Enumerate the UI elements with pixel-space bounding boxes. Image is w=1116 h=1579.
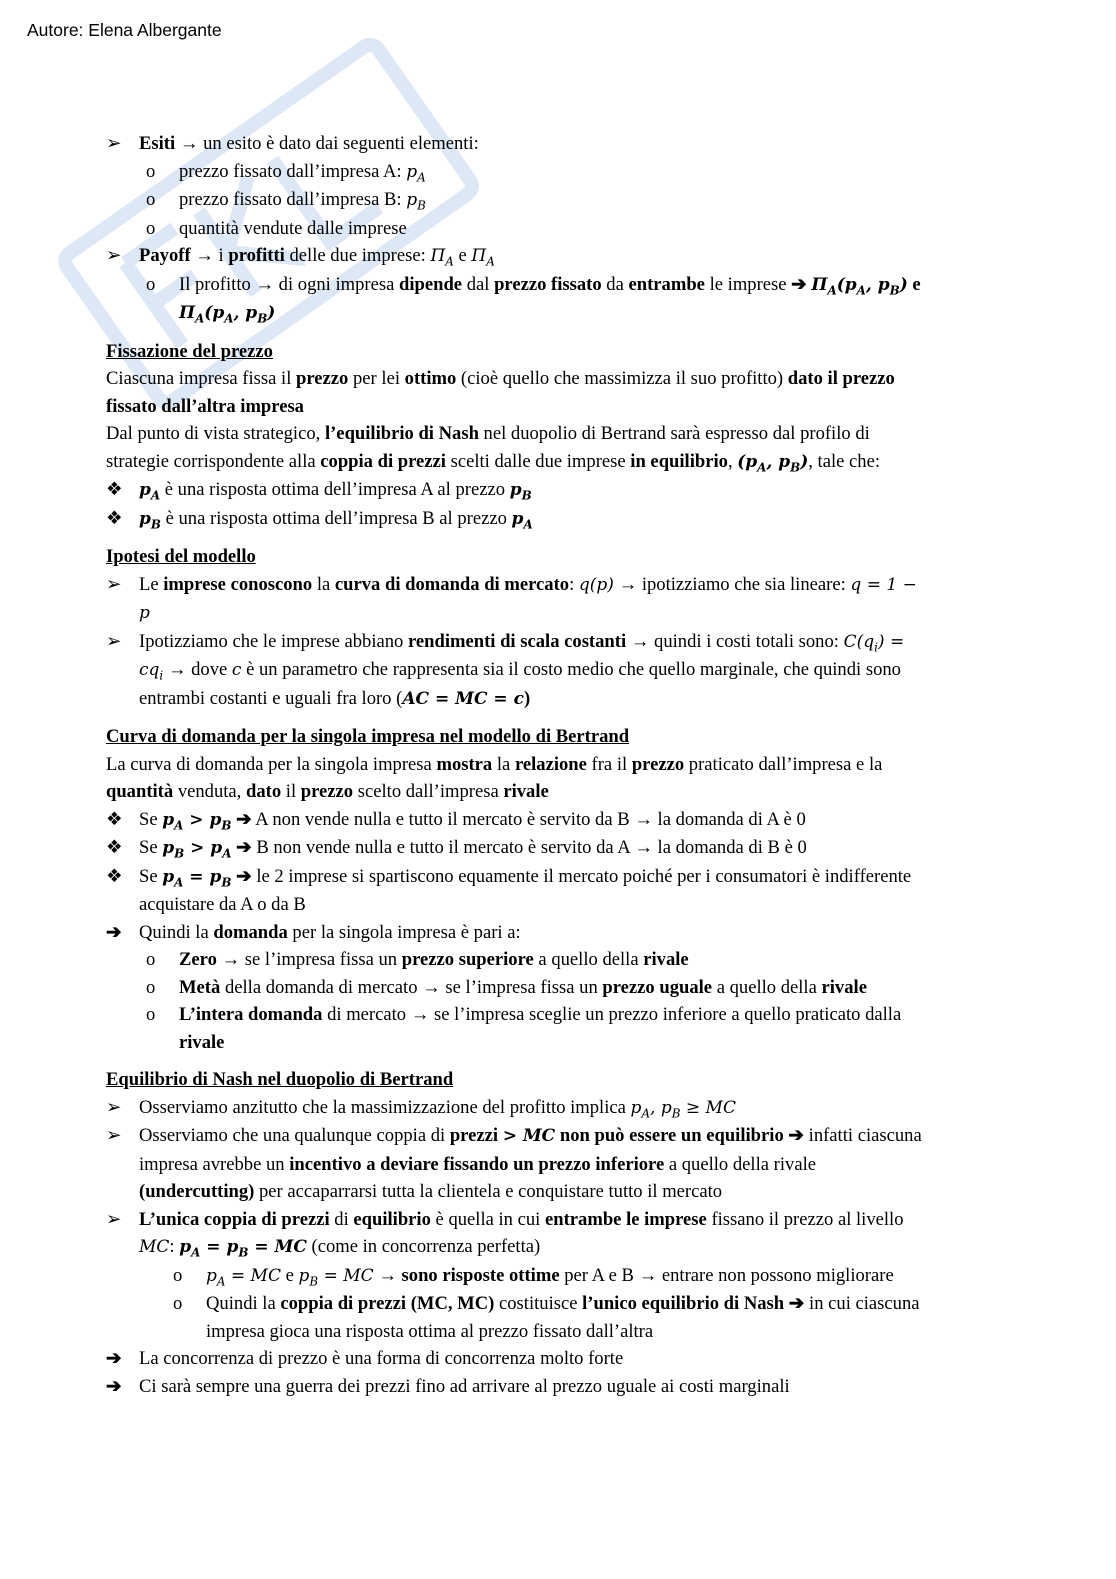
equilibrio-bold: incentivo a deviare fissando un prezzo inferiore [289,1153,665,1175]
option-text: se l’impresa fissa un [440,976,603,998]
ipotesi-text: Le [139,573,164,595]
math-pi-a-func: $\Pi_A(p_A$, $p_B$) [811,274,908,297]
diamond-item-cont [106,891,1006,919]
arrowhead-bullet-icon: ➢ [106,1096,122,1118]
esiti-sub-text: prezzo fissato dall’impresa A: [179,160,407,182]
math-gt-mc: > MC [502,1126,556,1146]
arrow-icon: → [410,1004,430,1025]
equilibrio-text: Osserviamo anzitutto che la massimizzazione del profitto implica [139,1096,631,1118]
equilibrio-text: di [329,1208,354,1230]
paragraph-bold: prezzo [296,368,349,389]
equilibrio-sub-bold: coppia di prezzi (MC, MC) [280,1293,495,1314]
ipotesi-item-cont [106,599,1006,628]
math-pa-eq-pb-eq-mc: $p_A = p_B$ = MC [179,1237,307,1260]
math-pa: $p_A$ [406,161,426,184]
option-bold: rivale [643,949,689,970]
demand-option-cont [106,1029,1006,1057]
case-text: le 2 imprese si spartiscono equamente il mercato poiché per i consumatori è indifferente [251,865,912,887]
diamond-text: è una risposta ottima dell’impresa A al prezzo [160,479,510,500]
arrow-icon: → [630,630,650,652]
esiti-intro: un esito è dato dai seguenti elementi: [198,133,479,154]
esiti-sub-item [106,186,1006,215]
case-text: acquistare da A o da B [139,894,306,915]
math-pb: $p_B$ [406,190,426,213]
equilibrio-text: infatti ciascuna [804,1125,922,1146]
arrowhead-bullet-icon: ➢ [106,133,122,154]
paragraph-text: la [492,753,515,775]
bold-arrow-item [106,919,1006,947]
arrow-icon: → [634,837,653,858]
esiti-sub-item [106,215,1006,243]
ipotesi-text: è un parametro che rappresenta sia il costo medio che quello marginale, che quindi sono [241,659,901,680]
math-pi-a: $\Pi_A$ [430,246,454,269]
payoff-sub-bold: dipende [399,273,463,295]
paragraph-line [106,420,1006,448]
equilibrio-bold: equilibrio [353,1208,431,1230]
heading-fissazione: Fissazione del prezzo [106,340,273,362]
paragraph-text: scelto dall’impresa [353,781,504,802]
paragraph-bold: dato [245,781,282,802]
case-text: A non vende nulla e tutto il mercato è servito da B [251,808,635,830]
bold-arrow-icon: ➔ [236,808,252,830]
paragraph-bold: coppia di prezzi [320,450,446,472]
arrow-icon: → [638,1264,658,1286]
quindi-bold: domanda [213,921,288,943]
paragraph-text: , tale che: [808,450,881,472]
arrowhead-bullet-icon: ➢ [106,1125,122,1146]
paragraph-text: strategie corrispondente alla [106,450,321,472]
paragraph-line [106,365,1006,393]
equilibrio-item [106,1122,1006,1151]
diamond-item [106,834,1006,863]
case-text: B non vende nulla e tutto il mercato è servito da A [251,837,635,858]
diamond-bullet-icon: ❖ [106,865,123,887]
payoff-sub-text: le imprese [704,273,792,295]
option-bold: L’intera domanda [179,1004,323,1025]
equilibrio-sub-text: e [280,1264,299,1286]
case-label: Se [139,865,163,887]
math-cost: $C(q_i)$ = [843,631,905,654]
paragraph-text: La curva di domanda per la singola impresa [106,753,437,775]
equilibrio-text: a quello della rivale [664,1153,816,1175]
equilibrio-sub-text: entrare non possono migliorare [657,1264,894,1286]
paragraph-bold: mostra [436,753,493,775]
math-p: p [139,603,150,623]
equilibrio-sub-item [106,1290,1006,1318]
paragraph-bold: relazione [514,753,587,775]
esiti-sub-text: prezzo fissato dall’impresa B: [179,189,407,210]
math-cqi: $cq_i$ [139,660,164,683]
ipotesi-bold: imprese conoscono [163,573,313,595]
equilibrio-sub-text: in cui ciascuna [804,1293,920,1314]
equilibrio-text: Osserviamo che una qualunque coppia di [139,1125,450,1146]
arrow-icon: → [634,808,653,830]
circle-bullet-icon: o [146,273,156,295]
arrow-icon: → [378,1264,397,1286]
circle-bullet-icon: o [173,1264,183,1286]
payoff-sub-text: di ogni impresa [274,273,400,295]
diamond-bullet-icon: ❖ [106,837,123,858]
paragraph-text: fra il [586,753,632,775]
option-text: se l’impresa sceglie un prezzo inferiore a quello praticato dalla [429,1004,902,1025]
payoff-title: Payoff [139,245,191,266]
math-pi-a: $\Pi_A$ [471,246,495,269]
arrow-icon: → [422,976,441,998]
math-pb-gt-pa: $p_B > p_A$ [162,838,232,861]
equilibrio-item [106,1094,1006,1123]
math-c: c [231,660,242,680]
equilibrio-sub-item-cont [106,1318,1006,1346]
paragraph-bold: prezzo [300,781,354,802]
option-bold: Metà [179,976,221,998]
heading-curva: Curva di domanda per la singola impresa nel modello di Bertrand [106,726,630,747]
math-pa: $p_A$ [139,480,161,503]
document-body [106,130,1006,1400]
paragraph-bold: dato il prezzo [787,368,895,389]
heading-ipotesi: Ipotesi del modello [106,546,256,567]
circle-bullet-icon: o [146,189,156,210]
paragraph-text: Ciascuna impresa fissa il [106,368,297,389]
arrow-icon: → [255,273,275,295]
diamond-bullet-icon: ❖ [106,808,123,830]
math-pi-a-func: $\Pi_A(p_A$, $p_B$) [179,303,276,326]
case-text: la domanda di B è 0 [652,837,807,858]
ipotesi-item-cont [106,656,1006,685]
equilibrio-sub-item [106,1262,1006,1291]
diamond-item [106,505,1006,534]
paragraph-bold: ottimo [404,368,457,389]
conclusion-text: La concorrenza di prezzo è una forma di concorrenza molto forte [139,1348,624,1369]
equilibrio-text: impresa avrebbe un [139,1153,290,1175]
payoff-sub-text: dal [462,273,495,295]
math-mc: MC [139,1237,170,1257]
math-pa-eq-pb: $p_A = p_B$ [162,866,232,889]
equilibrio-sub-text: costituisce [494,1293,583,1314]
payoff-text: delle due imprese: [284,245,431,266]
paragraph-bold: in equilibrio [630,450,728,472]
option-bold: Zero [179,949,217,970]
payoff-conj: e [453,245,472,266]
arrowhead-bullet-icon: ➢ [106,245,122,266]
equilibrio-sub-text: Quindi la [206,1293,281,1314]
equilibrio-item-cont: MC: $p_A = p_B$ = MC (come in concorrenza perfetta) [139,1236,541,1260]
payoff-item [106,242,1006,271]
option-text: se l’impresa fissa un [240,949,402,970]
math-pa: $p_A$ [511,508,533,531]
ipotesi-text: entrambi costanti e uguali fra loro ( [139,687,403,709]
equilibrio-item [106,1206,1006,1234]
math-ac-mc: AC = MC = c [402,688,524,709]
paragraph-bold: quantità [106,781,174,802]
esiti-title: Esiti [139,133,176,154]
diamond-item [106,806,1006,835]
arrowhead-bullet-icon: ➢ [106,1208,122,1230]
quindi-text: Quindi la [139,921,214,943]
payoff-sub-bold: e [907,273,921,295]
ipotesi-bold: rendimenti di scala costanti [407,630,627,652]
payoff-text: i [213,245,229,266]
bold-arrow-icon: ➔ [788,1293,805,1314]
bold-arrow-item [106,1345,1006,1373]
payoff-sub-text: Il profitto [179,273,256,295]
bold-arrow-icon: ➔ [788,1125,804,1146]
equilibrio-item-cont [106,1178,1006,1206]
arrowhead-bullet-icon: ➢ [106,630,122,652]
paragraph-text: Dal punto di vista strategico, [106,423,325,444]
circle-bullet-icon: o [146,217,156,239]
arrow-icon: → [221,949,241,970]
arrow-icon: → [167,659,187,680]
circle-bullet-icon: o [146,160,156,182]
arrow-icon: → [179,133,199,154]
ipotesi-item [106,628,1006,657]
ipotesi-text: Ipotizziamo che le imprese abbiano [139,630,408,652]
payoff-sub-item-cont [106,299,1006,328]
payoff-sub-bold: entrambe [628,273,705,295]
equilibrio-sub-bold: l’unico equilibrio di Nash [582,1293,785,1314]
bold-arrow-item [106,1373,1006,1401]
math-pa-pb-ge-mc: $p_A$, $p_B$ ≥ MC [630,1097,736,1120]
equilibrio-text: per accaparrarsi tutta la clientela e conquistare tutto il mercato [254,1181,723,1202]
bold-arrow-icon: ➔ [106,1348,122,1369]
heading-equilibrio: Equilibrio di Nash nel duopolio di Bertrand [106,1069,454,1090]
paragraph-text: nel duopolio di Bertrand sarà espresso dal profilo di [478,423,870,444]
equilibrio-sub-text: impresa gioca una risposta ottima al prezzo fissato dall’altra [206,1320,654,1342]
equilibrio-text: (come in concorrenza perfetta) [306,1236,541,1257]
paragraph-line [106,778,1006,806]
paragraph-line [106,751,1006,779]
ipotesi-bold: curva di domanda di mercato [334,573,570,595]
math-pa-gt-pb: $p_A > p_B$ [162,809,232,832]
equilibrio-bold: non può essere un equilibrio [555,1125,784,1146]
paragraph-line [106,393,1006,421]
arrow-icon: → [195,245,214,266]
equilibrio-item-cont [106,1151,1006,1179]
arrowhead-bullet-icon: ➢ [106,573,122,595]
paragraph-bold: rivale [503,781,549,802]
option-bold: rivale [179,1031,225,1053]
option-text: di mercato [322,1004,411,1025]
payoff-sub-item [106,271,1006,300]
diamond-bullet-icon: ❖ [106,479,123,500]
equilibrio-bold: L’unica coppia di prezzi [139,1208,330,1230]
paragraph-text: per lei [348,368,405,389]
ipotesi-item-cont: entrambi costanti e uguali fra loro (AC = MC = c) [139,687,531,709]
bold-arrow-icon: ➔ [236,865,252,887]
circle-bullet-icon: o [146,949,156,970]
arrow-icon: → [618,573,638,595]
equilibrio-bold: entrambe le imprese [545,1208,707,1230]
option-text: della domanda di mercato [220,976,423,998]
math-pb: $p_B$ [139,508,161,531]
paragraph-bold: l’equilibrio di Nash [324,423,479,444]
bold-arrow-icon: ➔ [106,921,122,943]
ipotesi-text: : [569,573,579,595]
option-bold: prezzo superiore [401,949,534,970]
demand-option [106,974,1006,1002]
option-bold: rivale [821,976,867,998]
ipotesi-text: la [312,573,335,595]
equilibrio-text: fissano il prezzo al livello [706,1208,904,1230]
paragraph-text: praticato dall’impresa e la [684,753,883,775]
case-label: Se [139,808,163,830]
esiti-sub-item [106,158,1006,187]
option-bold: prezzo uguale [602,976,713,998]
payoff-bold: profitti [228,245,285,266]
case-label: Se [139,837,163,858]
equilibrio-bold: prezzi [449,1125,499,1146]
payoff-sub-bold: prezzo fissato [494,273,602,295]
equilibrio-sub-text: per A e B [559,1264,639,1286]
paragraph-text: il [281,781,301,802]
paragraph-bold: prezzo [631,753,685,775]
ipotesi-text: ipotizziamo che sia lineare: [637,573,851,595]
ipotesi-text: quindi i costi totali sono: [649,630,844,652]
author-label: Autore: Elena Albergante [27,20,222,40]
quindi-text: per la singola impresa è pari a: [287,921,521,943]
ipotesi-item [106,571,1006,600]
math-qp: q(p) [578,574,614,595]
circle-bullet-icon: o [146,1004,156,1025]
equilibrio-text: è quella in cui [430,1208,545,1230]
diamond-text: è una risposta ottima dell’impresa B al prezzo [160,507,512,529]
math-pb-eq-mc: $p_B$ = MC [298,1265,374,1288]
paragraph-text: scelti dalle due imprese [445,450,631,472]
paragraph-line: strategie corrispondente alla coppia di prezzi scelti dalle due imprese in equilibrio, ($p_A$, $p_B$), tale che: [106,450,881,474]
bold-arrow-icon: ➔ [791,273,807,295]
option-text: a quello della [533,949,644,970]
math-linear-demand: q = 1 − [850,574,917,595]
equilibrio-bold: (undercutting) [139,1181,255,1202]
esiti-sub-text: quantità vendute dalle imprese [179,217,407,239]
case-text: la domanda di A è 0 [652,808,806,830]
paragraph-text: (cioè quello che massimizza il suo profitto) [456,368,788,389]
circle-bullet-icon: o [146,976,156,998]
diamond-item [106,476,1006,505]
paragraph-text: venduta, [173,781,246,802]
ipotesi-text: dove [186,659,232,680]
diamond-bullet-icon: ❖ [106,507,123,529]
conclusion-text: Ci sarà sempre una guerra dei prezzi fino ad arrivare al prezzo uguale ai costi marginali [139,1375,790,1397]
bold-arrow-icon: ➔ [236,837,252,858]
diamond-item [106,863,1006,892]
payoff-sub-text: da [601,273,629,295]
demand-option [106,946,1006,974]
circle-bullet-icon: o [173,1293,183,1314]
math-pa-eq-mc: $p_A$ = MC [206,1265,281,1288]
paragraph-bold: fissato dall’altra impresa [106,395,304,417]
math-pair: ($p_A$, $p_B$) [737,451,809,474]
option-text: a quello della [712,976,822,998]
esiti-item [106,130,1006,158]
equilibrio-sub-bold: sono risposte ottime [396,1264,560,1286]
demand-option [106,1001,1006,1029]
math-pb: $p_B$ [509,480,532,503]
bold-arrow-icon: ➔ [106,1375,122,1397]
